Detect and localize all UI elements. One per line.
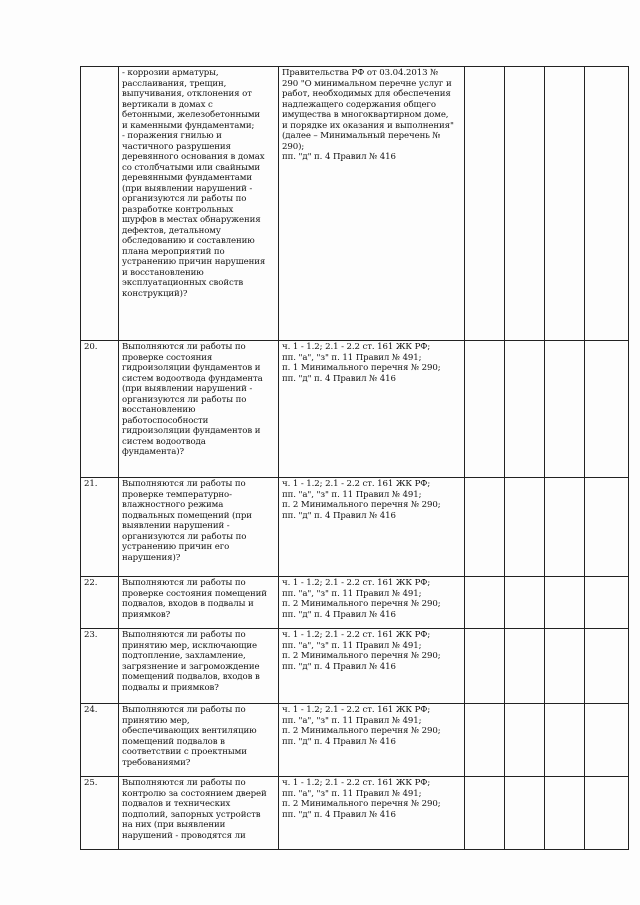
answer-no-cell: [505, 704, 545, 777]
table-row: [81, 577, 629, 629]
answer-no-cell: [505, 478, 545, 577]
answer-yes-cell: [465, 704, 505, 777]
answer-na-cell: [545, 67, 585, 341]
table-row: [81, 478, 629, 577]
question-cell: Выполняются ли работы по принятию мер, исключающие подтопление, захламление, загрязнение и загромождение помещений подвалов, входов в подвалы и приямков?: [119, 629, 279, 704]
question-cell: Выполняются ли работы по проверке температурно- влажностного режима подвальных помещений (при выявлении нарушений - организуются ли работы по устранению причин его нарушения)?: [119, 478, 279, 577]
question-cell: Выполняются ли работы по проверке состояния помещений подвалов, входов в подвалы и приямков?: [119, 577, 279, 629]
question-cell: - коррозии арматуры, расслаивания, трещин, выпучивания, отклонения от вертикали в домах с бетонными, железобетонными и каменными фундаментами; - поражения гнилью и частичного разрушения деревянного основания в домах со столбчатыми или свайными деревянными фундаментами (при выявлении нарушений - организуются ли работы по разработке контрольных шурфов в местах обнаружения дефектов, детальному обследованию и составлению плана мероприятий по устранению причин нарушения и восстановлению эксплуатационных свойств конструкций)?: [119, 67, 279, 341]
answer-yes-cell: [465, 67, 505, 341]
table-row: [81, 777, 629, 850]
checklist-table: [80, 66, 629, 850]
comment-cell: [585, 629, 629, 704]
answer-na-cell: [545, 577, 585, 629]
comment-cell: [585, 67, 629, 341]
row-number: 22.: [81, 577, 119, 629]
answer-no-cell: [505, 67, 545, 341]
comment-cell: [585, 704, 629, 777]
answer-no-cell: [505, 577, 545, 629]
comment-cell: [585, 577, 629, 629]
answer-yes-cell: [465, 341, 505, 478]
answer-yes-cell: [465, 629, 505, 704]
row-number: 25.: [81, 777, 119, 850]
comment-cell: [585, 341, 629, 478]
legal-reference-cell: Правительства РФ от 03.04.2013 № 290 "О минимальном перечне услуг и работ, необходимых для обеспечения надлежащего содержания общего имущества в многоквартирном доме, и порядке их оказания и выполнения" (далее – Минимальный перечень № 290); пп. "д" п. 4 Правил № 416: [279, 67, 465, 341]
answer-yes-cell: [465, 478, 505, 577]
table-row: [81, 629, 629, 704]
row-number: [81, 67, 119, 341]
table-row: [81, 704, 629, 777]
legal-reference-cell: ч. 1 - 1.2; 2.1 - 2.2 ст. 161 ЖК РФ; пп. "а", "з" п. 11 Правил № 491; п. 2 Минимального перечня № 290; пп. "д" п. 4 Правил № 416: [279, 577, 465, 629]
answer-no-cell: [505, 777, 545, 850]
answer-yes-cell: [465, 777, 505, 850]
question-cell: Выполняются ли работы по принятию мер, обеспечивающих вентиляцию помещений подвалов в соответствии с проектными требованиями?: [119, 704, 279, 777]
question-cell: Выполняются ли работы по проверке состояния гидроизоляции фундаментов и систем водоотвода фундамента (при выявлении нарушений - организуются ли работы по восстановлению работоспособности гидроизоляции фундаментов и систем водоотвода фундамента)?: [119, 341, 279, 478]
answer-no-cell: [505, 629, 545, 704]
row-number: 20.: [81, 341, 119, 478]
row-number: 21.: [81, 478, 119, 577]
answer-na-cell: [545, 629, 585, 704]
legal-reference-cell: ч. 1 - 1.2; 2.1 - 2.2 ст. 161 ЖК РФ; пп. "а", "з" п. 11 Правил № 491; п. 2 Минимального перечня № 290; пп. "д" п. 4 Правил № 416: [279, 478, 465, 577]
answer-na-cell: [545, 341, 585, 478]
answer-yes-cell: [465, 577, 505, 629]
answer-no-cell: [505, 341, 545, 478]
legal-reference-cell: ч. 1 - 1.2; 2.1 - 2.2 ст. 161 ЖК РФ; пп. "а", "з" п. 11 Правил № 491; п. 2 Минимального перечня № 290; пп. "д" п. 4 Правил № 416: [279, 629, 465, 704]
comment-cell: [585, 478, 629, 577]
comment-cell: [585, 777, 629, 850]
table-row: [81, 67, 629, 341]
row-number: 23.: [81, 629, 119, 704]
answer-na-cell: [545, 777, 585, 850]
answer-na-cell: [545, 704, 585, 777]
legal-reference-cell: ч. 1 - 1.2; 2.1 - 2.2 ст. 161 ЖК РФ; пп. "а", "з" п. 11 Правил № 491; п. 2 Минимального перечня № 290; пп. "д" п. 4 Правил № 416: [279, 777, 465, 850]
question-cell: Выполняются ли работы по контролю за состоянием дверей подвалов и технических подполий, запорных устройств на них (при выявлении нарушений - проводятся ли: [119, 777, 279, 850]
row-number: 24.: [81, 704, 119, 777]
legal-reference-cell: ч. 1 - 1.2; 2.1 - 2.2 ст. 161 ЖК РФ; пп. "а", "з" п. 11 Правил № 491; п. 2 Минимального перечня № 290; пп. "д" п. 4 Правил № 416: [279, 704, 465, 777]
answer-na-cell: [545, 478, 585, 577]
table-row: [81, 341, 629, 478]
legal-reference-cell: ч. 1 - 1.2; 2.1 - 2.2 ст. 161 ЖК РФ; пп. "а", "з" п. 11 Правил № 491; п. 1 Минимального перечня № 290; пп. "д" п. 4 Правил № 416: [279, 341, 465, 478]
